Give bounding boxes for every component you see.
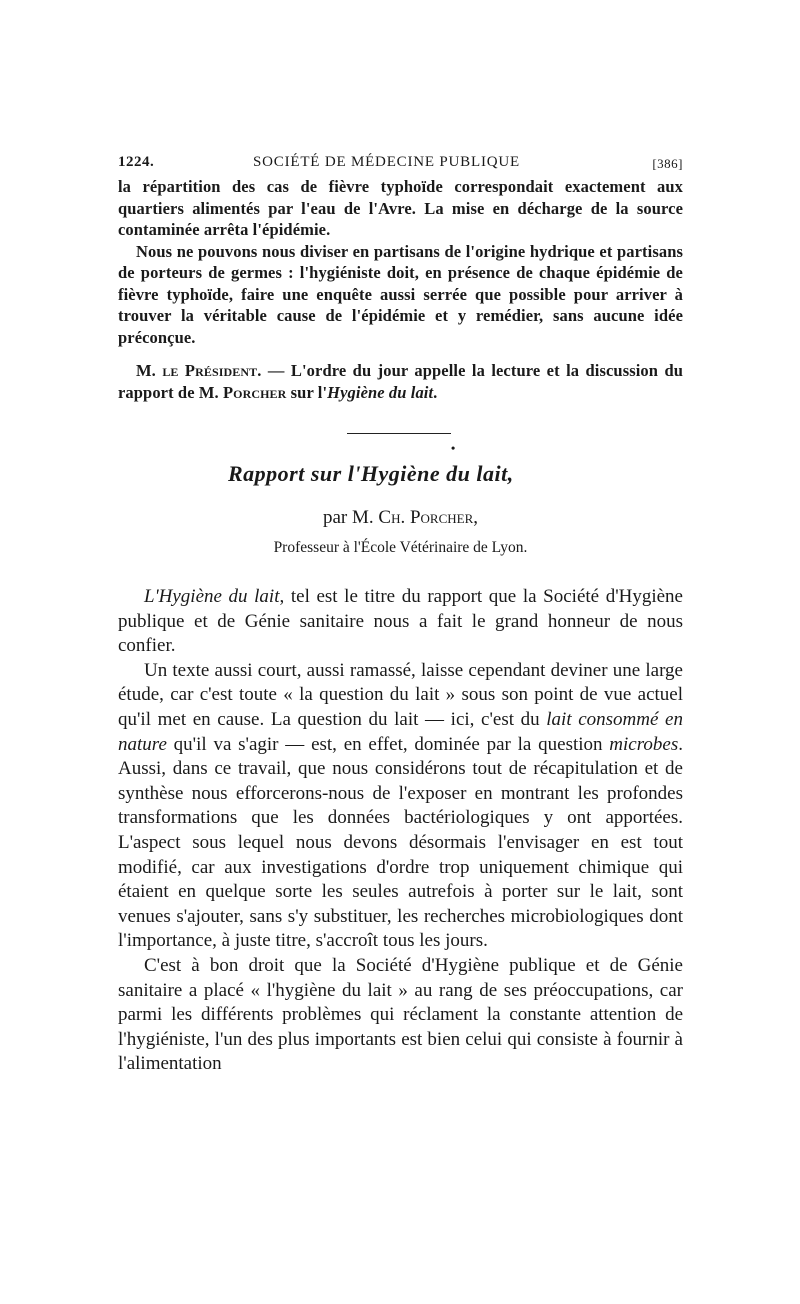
page-number: 1224. <box>118 154 155 170</box>
journal-title: SOCIÉTÉ DE MÉDECINE PUBLIQUE <box>253 154 520 170</box>
body-p2-italic-2: microbes <box>609 733 679 755</box>
author-name: Ch. Porcher, <box>378 507 478 528</box>
body-p1-rest: , tel est le titre du rapport que la Société d'Hygiène publique et de Génie sanitaire nous a fait le grand honneur de nous confier. <box>118 586 683 657</box>
reporter-name: Porcher <box>222 382 287 402</box>
report-title: Rapport sur l'Hygiène du lait, <box>228 461 514 486</box>
divider-dot: • <box>451 441 456 455</box>
body-p2-c: . Aussi, dans ce travail, que nous considérons tout de récapitulation et de synthèse nous efforcerons-nous de l'exposer en montrant les profondes transformations que les données bactériologiques y ont apportées. L'aspect sous lequel nous devons désormais l'envisager en est tout modifié, car aux investigations d'ordre trop uniquement chimique qui étaient en quelque sorte les seules autrefois à porter sur le lait, sont venues s'ajouter, sans s'y substituer, les recherches microbiologiques dont l'importance, à juste titre, s'accroît tous les jours. <box>118 733 683 952</box>
president-text-1: . — L'ordre du jour appelle la lecture et la discussion du rapport de M. <box>118 361 684 402</box>
intro-paragraph-1: la répartition des cas de fièvre typhoïde correspondait exactement aux quartiers alimentés par l'eau de l'Avre. La mise en décharge de la source contaminée arrêta l'épidémie. <box>118 177 683 239</box>
divider-rule <box>347 433 451 434</box>
body-paragraph-2 <box>118 659 683 954</box>
body-paragraph-3: C'est à bon droit que la Société d'Hygiène publique et de Génie sanitaire a placé « l'hygiène du lait » au rang de ses préoccupations, car parmi les différents problèmes qui réclament la constante attention de l'hygiéniste, l'un des plus importants est bien celui qui consiste à fournir à l'alimentation <box>118 954 683 1075</box>
author-line <box>118 505 683 531</box>
section-divider <box>118 425 683 455</box>
president-text-3: . <box>433 382 438 402</box>
president-paragraph <box>118 360 683 403</box>
president-text-2: sur l' <box>286 382 328 402</box>
author-prefix: par M. <box>322 507 379 528</box>
intro-paragraph-2: Nous ne pouvons nous diviser en partisans de l'origine hydrique et partisans de porteurs de germes : l'hygiéniste doit, en présence de chaque épidémie de fièvre typhoïde, faire une enquête aussi serrée que possible pour arriver à trouver la véritable cause de l'épidémie et y remédier, sans aucune idée préconçue. <box>118 241 683 347</box>
body-p2-a: Un texte aussi court, aussi ramassé, laisse cependant deviner une large étude, car c'est toute « la question du lait » sous son point de vue actuel qu'il met en cause. La question du lait — ici, c'est du <box>118 659 683 730</box>
author-affiliation: Professeur à l'École Vétérinaire de Lyon. <box>273 539 528 556</box>
body-p2-italic-1: lait consommé en nature <box>118 708 683 755</box>
page <box>118 150 683 1077</box>
body-paragraph-1 <box>118 585 683 659</box>
body-title-italic: L'Hygiène du lait <box>144 586 280 607</box>
bracket-page-number: [386] <box>652 156 683 171</box>
body-p2-b: qu'il va s'agir — est, en effet, dominée par la question <box>166 733 610 755</box>
running-head <box>118 150 683 176</box>
report-title-ref: Hygiène du lait <box>327 382 434 402</box>
president-label: le Président <box>162 361 258 380</box>
president-prefix: M. <box>136 361 163 380</box>
